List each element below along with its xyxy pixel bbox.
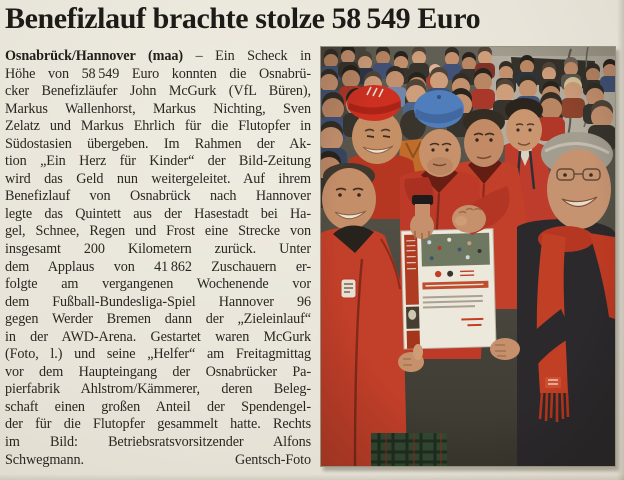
body-line: pierfabrik Ahlstrom/Kämmerer, deren Beleg- <box>5 381 311 398</box>
photo-credit: Gentsch-Foto <box>234 451 311 468</box>
body-line: Höhe von 58 549 Euro konnten die Osnabrü- <box>5 65 311 82</box>
body-line: folgte am vergangenen Wochenende vor <box>5 276 311 293</box>
body-line: Markus Wallenhorst, Markus Nichting, Sven <box>5 100 311 117</box>
body-line: tion „Ein Herz für Kinder“ der Bild-Zeitung <box>5 153 311 170</box>
headline: Benefizlauf brachte stolze 58 549 Euro <box>5 2 481 35</box>
body-line: Zelatz und Markus Ehrlich für die Flutopfer in <box>5 118 311 135</box>
article-body <box>5 48 311 470</box>
body-line: dem Applaus von 41 862 Zuschauern er- <box>5 258 311 275</box>
scan-edge-bottom <box>0 474 624 480</box>
body-line: legte das Quintett aus der Hasestadt bei Ha- <box>5 205 311 222</box>
body-line: im Bild: Betriebsratsvorsitzender Alfons <box>5 434 311 451</box>
body-line: Benefizlauf von Osnabrück nach Hannover <box>5 188 311 205</box>
photo-illustration <box>321 47 615 466</box>
body-line: gegen Werder Bremen dann der „Zieleinlauf“ <box>5 311 311 328</box>
body-line: Osnabrück/Hannover (maa) – Ein Scheck in <box>5 48 311 64</box>
body-line: Schwegmann. Gentsch-Foto <box>5 451 311 468</box>
body-line: vor dem Haupteingang der Osnabrücker Pa- <box>5 363 311 380</box>
body-line: Südostasien übergeben. Im Rahmen der Ak- <box>5 135 311 152</box>
body-line: der für die Flutopfer gesammelt hatte. Rechts <box>5 416 311 433</box>
body-line: dem Fußball-Bundesliga-Spiel Hannover 96 <box>5 293 311 310</box>
body-line: in der AWD-Arena. Gestartet waren McGurk <box>5 328 311 345</box>
body-line: (Foto, l.) und seine „Helfer“ am Freitagmittag <box>5 346 311 363</box>
body-line: schaft einen großen Anteil der Spendengel- <box>5 398 311 415</box>
scan-edge-right <box>617 0 624 480</box>
body-line: gel, Schnee, Regen und Frost eine Strecke von <box>5 223 311 240</box>
body-line: cker Benefizläufer John McGurk (VfL Büren), <box>5 83 311 100</box>
body-line: insgesamt 200 Kilometern zurück. Unter <box>5 241 311 258</box>
article-photo <box>320 46 616 467</box>
body-line: wird das Geld nun weitergeleitet. Auf ihrem <box>5 170 311 187</box>
